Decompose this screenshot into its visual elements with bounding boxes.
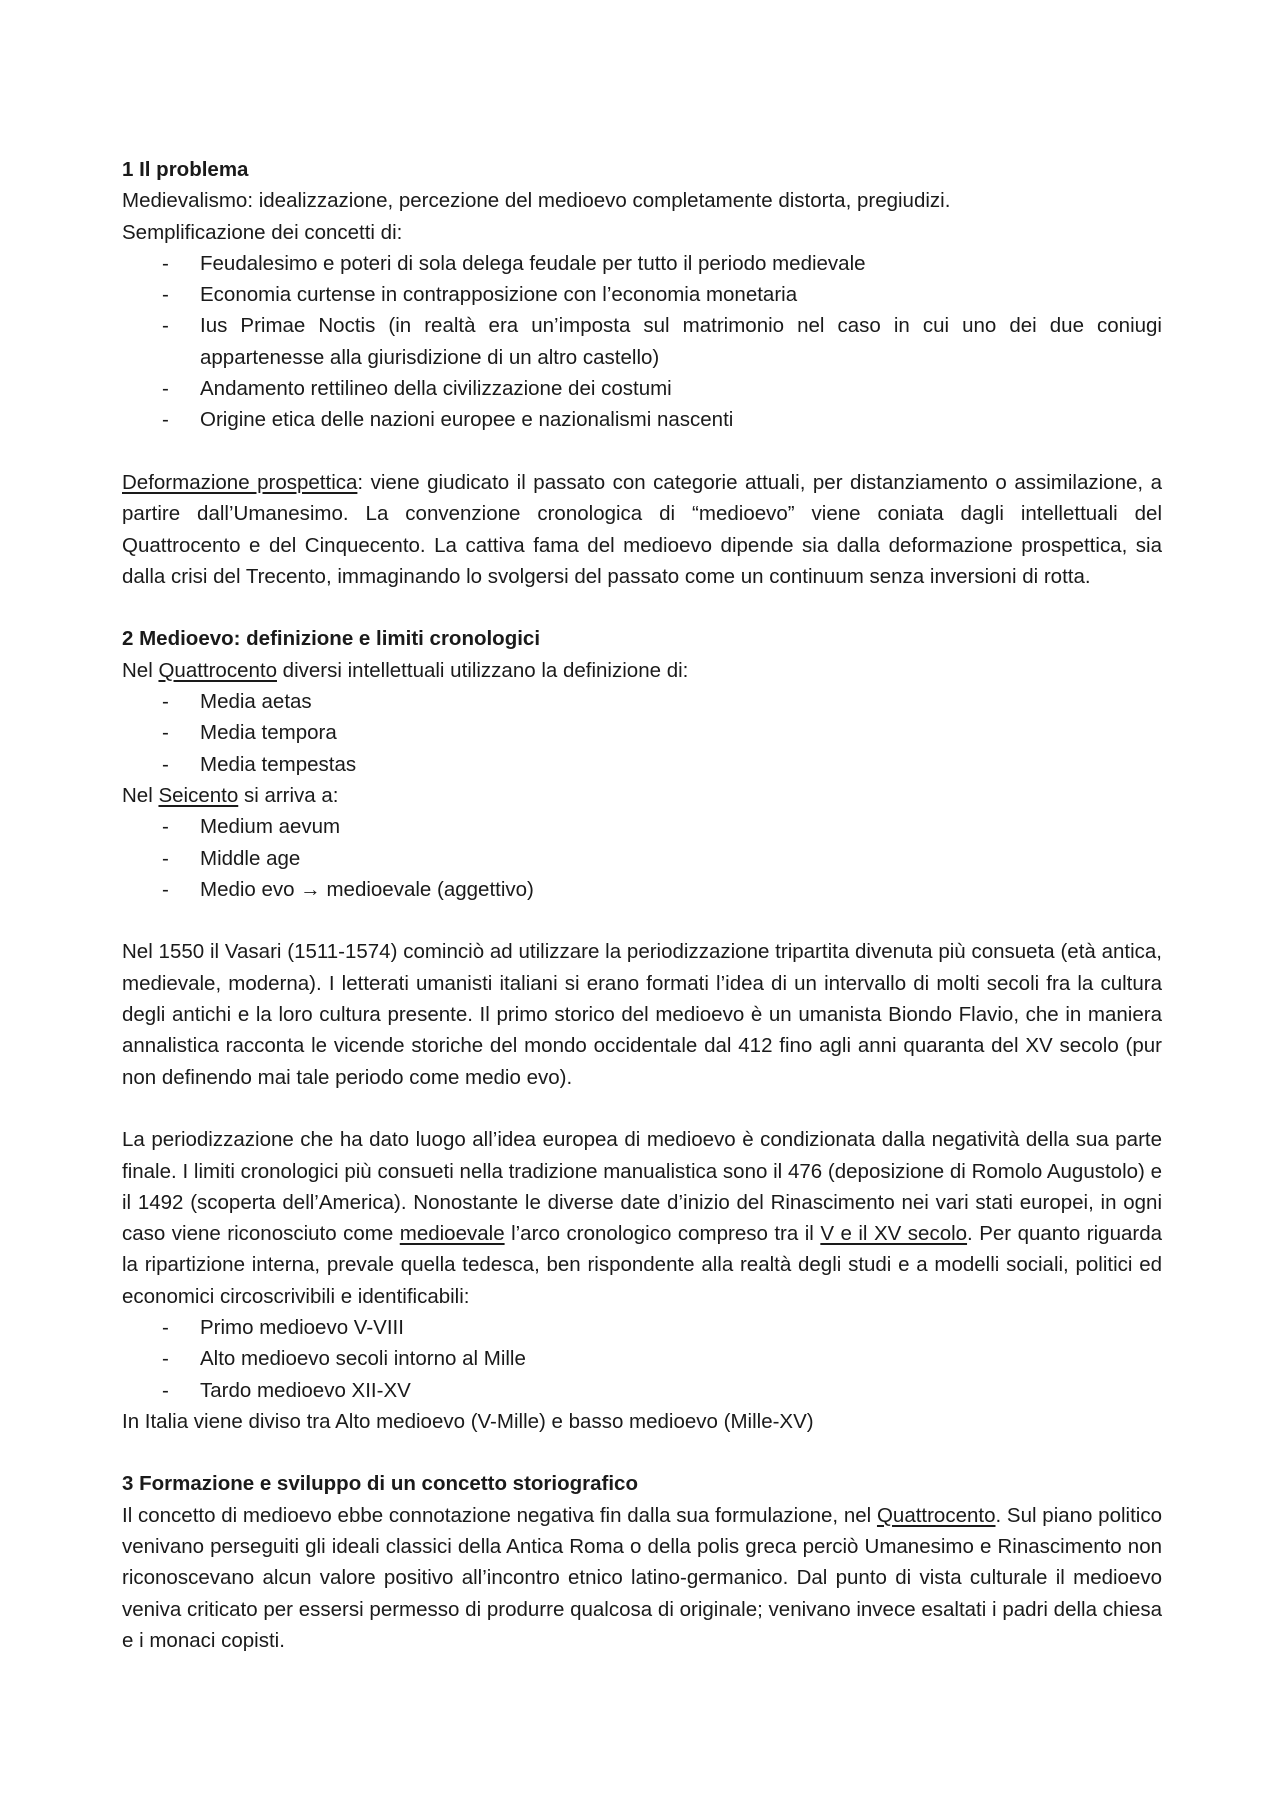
list-item: - Economia curtense in contrapposizione con l’economia monetaria — [122, 279, 1162, 310]
paragraph-text: l’arco cronologico compreso tra il — [504, 1222, 821, 1246]
list-item: - Medio evo → medioevale (aggettivo) — [122, 874, 1162, 905]
section-3-heading: 3 Formazione e sviluppo di un concetto storiografico — [122, 1472, 638, 1496]
section-1-line-1: Medievalismo: idealizzazione, percezione del medioevo completamente distorta, pregiudizi. — [122, 189, 951, 213]
section-2-closing: In Italia viene diviso tra Alto medioevo (V-Mille) e basso medioevo (Mille-XV) — [122, 1409, 814, 1433]
list-item: - Alto medioevo secoli intorno al Mille — [122, 1343, 1162, 1374]
list-item: - Media aetas — [122, 686, 1162, 717]
section-1-list — [122, 248, 1162, 436]
section-2-list-3 — [122, 1312, 1162, 1406]
section-2-paragraph-1: Nel 1550 il Vasari (1511-1574) cominciò ad utilizzare la periodizzazione tripartita divenuta più consueta (età antica, medievale, moderna). I letterati umanisti italiani si erano formati l’idea di un intervallo di molti secoli fra la cultura degli antichi e la loro cultura presente. Il primo storico del medioevo è un umanista Biondo Flavio, che in maniera annalistica racconta le vicende storiche del mondo occidentale dal 412 fino agli anni quaranta del XV secolo (pur non definendo mai tale periodo come medio evo). — [122, 940, 1162, 1089]
list-item: - Primo medioevo V-VIII — [122, 1312, 1162, 1343]
list-item: - Middle age — [122, 843, 1162, 874]
section-1-line-2: Semplificazione dei concetti di: — [122, 220, 403, 244]
list-item: - Media tempestas — [122, 749, 1162, 780]
underlined-term: medioevale — [399, 1222, 505, 1246]
paragraph-text: . Per quanto riguarda la ripartizione interna, prevale quella tedesca, ben rispondente alla realtà degli studi e a modelli sociali, politici ed economici circoscrivibili e identificabili: — [122, 1222, 1162, 1308]
section-2-heading: 2 Medioevo: definizione e limiti cronologici — [122, 627, 541, 651]
list-item: - Feudalesimo e poteri di sola delega feudale per tutto il periodo medievale — [122, 248, 1162, 279]
spacer — [122, 436, 1162, 467]
intro-text: Nel — [122, 783, 159, 807]
list-item: - Medium aevum — [122, 811, 1162, 842]
section-1-heading: 1 Il problema — [122, 158, 249, 181]
underlined-term: Seicento — [158, 783, 239, 807]
list-item: - Media tempora — [122, 717, 1162, 748]
spacer — [122, 1093, 1162, 1124]
intro-text: diversi intellettuali utilizzano la definizione di: — [276, 658, 689, 682]
intro-text: si arriva a: — [238, 783, 339, 807]
section-2-paragraph-2 — [122, 1124, 1162, 1312]
underlined-term: V e il XV secolo — [820, 1222, 968, 1246]
paragraph-text: La periodizzazione che ha dato luogo all’idea europea di medioevo è condizionata dalla negatività della sua parte finale. I limiti cronologici più consueti nella tradizione manualistica sono il 476 (deposizione di Romolo Augustolo) e il 1492 (scoperta dell’America). Nonostante le diverse date d’inizio del Rinascimento nei vari stati europei, in ogni caso viene riconosciuto come — [122, 1128, 1162, 1246]
list-item: - Andamento rettilineo della civilizzazione dei costumi — [122, 373, 1162, 404]
list-item: - Ius Primae Noctis (in realtà era un’imposta sul matrimonio nel caso in cui uno dei due coniugi appartenesse alla giurisdizione di un altro castello) — [122, 310, 1162, 373]
document-page — [122, 154, 1162, 1656]
section-2-intro-2 — [122, 780, 1162, 811]
section-2-list-2 — [122, 811, 1162, 905]
section-2-intro-1 — [122, 655, 1162, 686]
intro-text: Nel — [122, 658, 159, 682]
paragraph-text: . Sul piano politico venivano perseguiti gli ideali classici della Antica Roma o della polis greca perciò Umanesimo e Rinascimento non riconoscevano alcun valore positivo all’incontro etnico latino-germanico. Dal punto di vista culturale il medioevo veniva criticato per essersi permesso di produrre qualcosa di originale; venivano invece esaltati i padri della chiesa e i monaci copisti. — [122, 1503, 1162, 1652]
spacer — [122, 1437, 1162, 1468]
section-1-paragraph — [122, 467, 1162, 592]
spacer — [122, 592, 1162, 623]
section-3-paragraph — [122, 1500, 1162, 1656]
spacer — [122, 905, 1162, 936]
paragraph-text: Il concetto di medioevo ebbe connotazione negativa fin dalla sua formulazione, nel — [122, 1503, 877, 1527]
section-2-list-1 — [122, 686, 1162, 780]
underlined-term: Deformazione prospettica — [122, 470, 358, 494]
underlined-term: Quattrocento — [876, 1503, 996, 1527]
paragraph-text: : viene giudicato il passato con categorie attuali, per distanziamento o assimilazione, a partire dall’Umanesimo. La convenzione cronologica di “medioevo” viene coniata dagli intellettuali del Quattrocento e del Cinquecento. La cattiva fama del medioevo dipende sia dalla deformazione prospettica, sia dalla crisi del Trecento, immaginando lo svolgersi del passato come un continuum senza inversioni di rotta. — [122, 470, 1162, 588]
underlined-term: Quattrocento — [158, 658, 277, 682]
list-item: - Tardo medioevo XII-XV — [122, 1375, 1162, 1406]
list-item: - Origine etica delle nazioni europee e nazionalismi nascenti — [122, 404, 1162, 435]
